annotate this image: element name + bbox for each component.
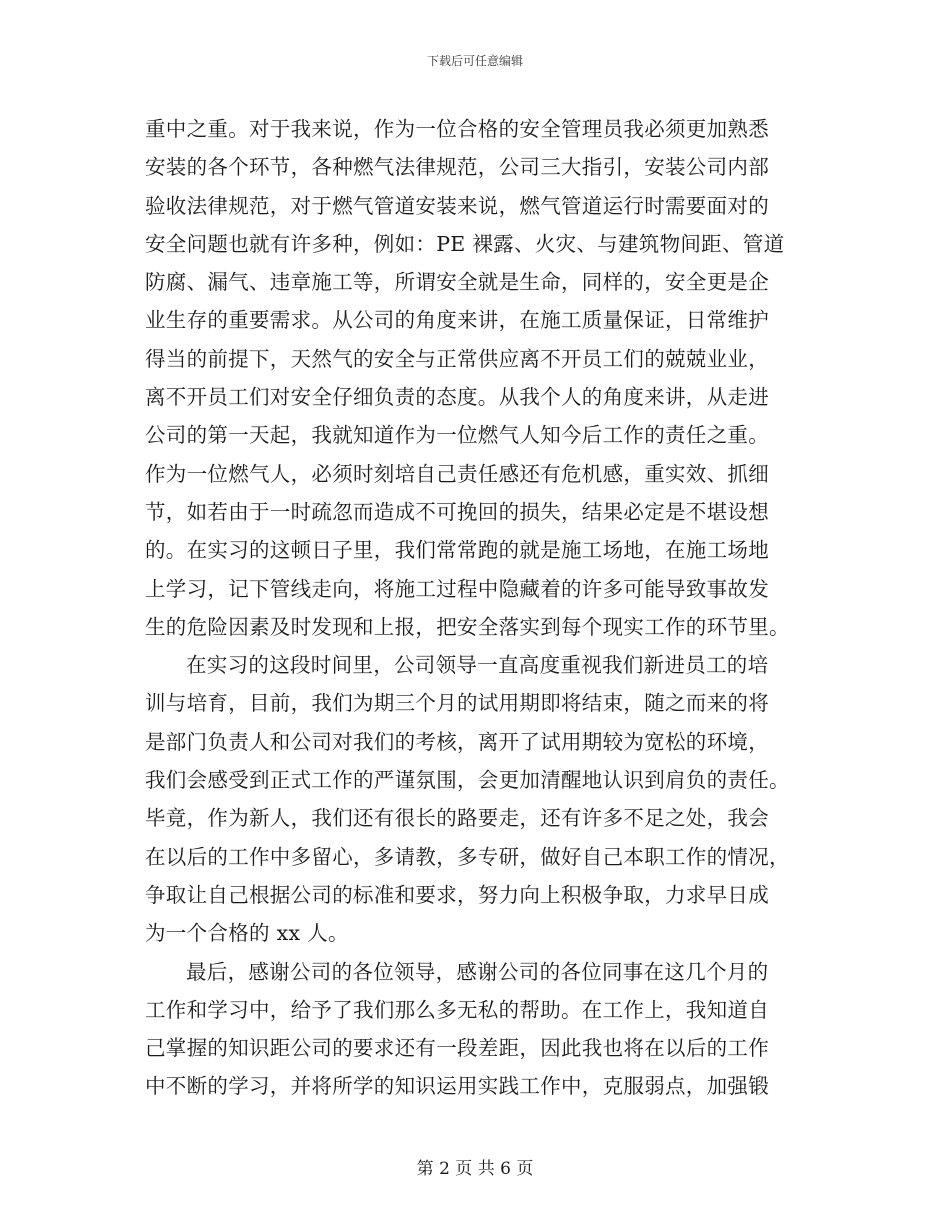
text-line: 作为一位燃气人，必须时刻培自己责任感还有危机感，重实效、抓细 (145, 461, 769, 486)
text-line: 安全问题也就有许多种，例如：PE 裸露、火灾、与建筑物间距、管道 (145, 231, 785, 256)
text-line: 公司的第一天起，我就知道作为一位燃气人知今后工作的责任之重。 (145, 423, 769, 448)
text-line: 毕竟，作为新人，我们还有很长的路要走，还有许多不足之处，我会 (145, 806, 769, 831)
paragraph-start-line: 在实习的这段时间里，公司领导一直高度重视我们新进员工的培 (186, 653, 769, 678)
text-line: 训与培育，目前，我们为期三个月的试用期即将结束，随之而来的将 (145, 691, 769, 716)
text-line: 上学习，记下管线走向，将施工过程中隐藏着的许多可能导致事故发 (145, 576, 769, 601)
text-line: 节，如若由于一时疏忽而造成不可挽回的损失，结果必定是不堪设想 (145, 499, 769, 524)
text-line: 己掌握的知识距公司的要求还有一段差距，因此我也将在以后的工作 (145, 1036, 769, 1061)
text-line: 争取让自己根据公司的标准和要求，努力向上积极争取，力求早日成 (145, 882, 769, 907)
text-line: 生的危险因素及时发现和上报，把安全落实到每个现实工作的环节里。 (145, 614, 790, 639)
text-line: 为一个合格的 xx 人。 (145, 921, 349, 946)
text-line: 在以后的工作中多留心，多请教，多专研，做好自己本职工作的情况， (145, 844, 790, 869)
text-line: 防腐、漏气、违章施工等，所谓安全就是生命，同样的，安全更是企 (145, 270, 769, 295)
text-line: 重中之重。对于我来说，作为一位合格的安全管理员我必须更加熟悉 (145, 117, 769, 141)
text-line: 的。在实习的这顿日子里，我们常常跑的就是施工场地，在施工场地 (145, 538, 769, 563)
text-line: 离不开员工们对安全仔细负责的态度。从我个人的角度来讲，从走进 (145, 385, 769, 410)
text-line: 我们会感受到正式工作的严谨氛围，会更加清醒地认识到肩负的责任。 (145, 768, 790, 793)
text-line: 中不断的学习，并将所学的知识运用实践工作中，克服弱点，加强锻 (145, 1074, 769, 1099)
text-line: 业生存的重要需求。从公司的角度来讲，在施工质量保证，日常维护 (145, 308, 769, 333)
text-line: 安装的各个环节，各种燃气法律规范，公司三大指引，安装公司内部 (145, 155, 769, 180)
text-line: 工作和学习中，给予了我们那么多无私的帮助。在工作上，我知道自 (145, 997, 769, 1022)
page-header: 下载后可任意编辑 (426, 54, 523, 68)
text-line: 是部门负责人和公司对我们的考核，离开了试用期较为宽松的环境， (145, 729, 769, 754)
text-line: 验收法律规范，对于燃气管道安装来说，燃气管道运行时需要面对的 (145, 193, 769, 218)
paragraph-start-line: 最后，感谢公司的各位领导，感谢公司的各位同事在这几个月的 (186, 959, 769, 984)
document-body (145, 110, 810, 1106)
text-line: 得当的前提下，天然气的安全与正常供应离不开员工们的兢兢业业， (145, 346, 769, 371)
page-number-footer: 第 2 页 共 6 页 (416, 1159, 534, 1179)
